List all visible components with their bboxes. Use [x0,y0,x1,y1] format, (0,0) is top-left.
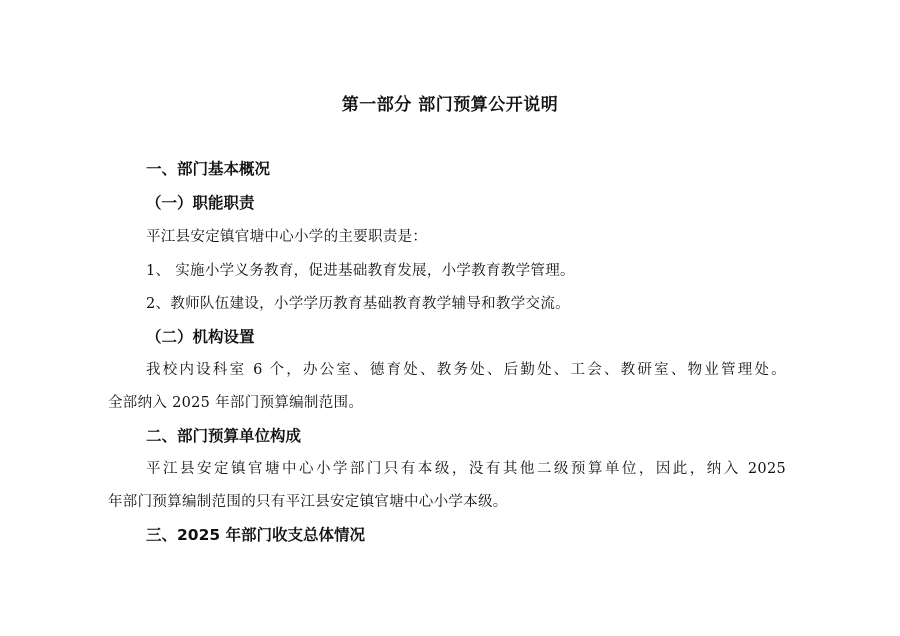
section-heading-basic-overview: 一、部门基本概况 [146,160,271,178]
paragraph-organization-line-2: 全部纳入 2025 年部门预算编制范围。 [108,395,364,411]
list-item-duty-2: 2、教师队伍建设，小学学历教育基础教育教学辅导和教学交流。 [146,296,570,312]
section-heading-income-expenditure: 三、2025 年部门收支总体情况 [146,526,366,544]
document-title: 第一部分 部门预算公开说明 [341,95,559,115]
subsection-heading-duties: （一）职能职责 [146,194,255,212]
paragraph-budget-units-line-2: 年部门预算编制范围的只有平江县安定镇官塘中心小学本级。 [108,494,508,510]
list-item-duty-1: 1、 实施小学义务教育，促进基础教育发展，小学教育教学管理。 [146,263,575,279]
paragraph-organization-line-1: 我校内设科室 6 个，办公室、德育处、教务处、后勤处、工会、教研室、物业管理处。 [146,362,786,378]
section-heading-budget-units: 二、部门预算单位构成 [146,427,302,445]
paragraph-duties-intro: 平江县安定镇官塘中心小学的主要职责是： [146,229,428,245]
subsection-heading-organization: （二）机构设置 [146,328,255,346]
paragraph-budget-units-line-1: 平江县安定镇官塘中心小学部门只有本级，没有其他二级预算单位，因此，纳入 2025 [146,461,786,477]
